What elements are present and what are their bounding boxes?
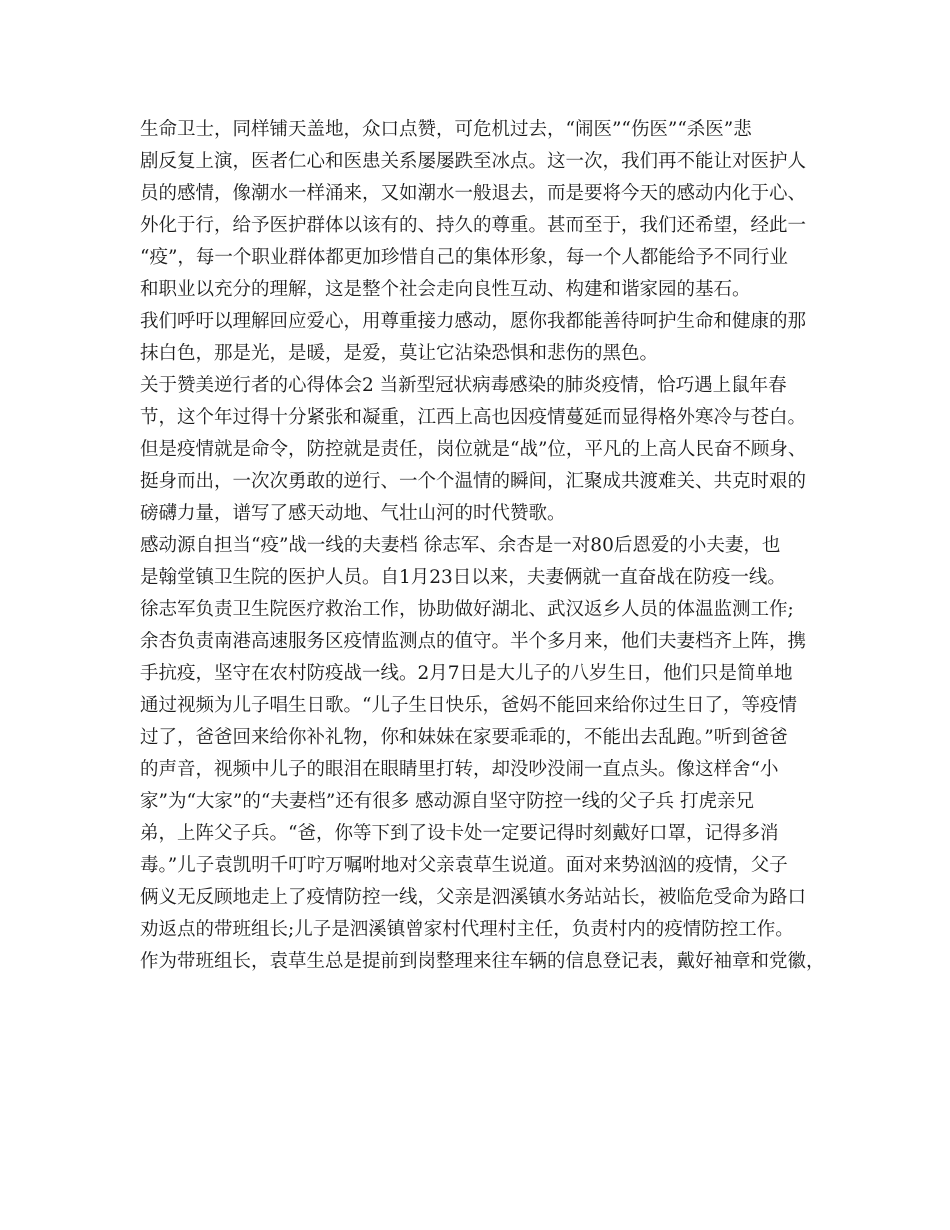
text-line: 我们呼吁以理解回应爱心，用尊重接力感动，愿你我都能善待呵护生命和健康的那	[140, 311, 807, 332]
text-line: 毒。”儿子袁凯明千叮咛万嘱咐地对父亲袁草生说道。面对来势汹汹的疫情，父子	[140, 855, 788, 876]
text-line: 磅礴力量，谱写了感天动地、气壮山河的时代赞歌。	[140, 503, 566, 524]
text-line: 徐志军负责卫生院医疗救治工作，协助做好湖北、武汉返乡人员的体温监测工作;	[140, 599, 794, 620]
text-line: 抹白色，那是光，是暖，是爱，莫让它沾染恐惧和悲伤的黑色。	[140, 343, 659, 364]
text-line: 通过视频为儿子唱生日歌。“儿子生日快乐，爸妈不能回来给你过生日了，等疫情	[140, 695, 797, 716]
text-line: 剧反复上演，医者仁心和医患关系屡屡跌至冰点。这一次，我们再不能让对医护人	[140, 151, 807, 172]
text-line: 过了，爸爸回来给你补礼物，你和妹妹在家要乖乖的，不能出去乱跑。”听到爸爸	[140, 727, 788, 748]
body-text	[140, 114, 830, 978]
text-line: 但是疫情就是命令，防控就是责任，岗位就是“战”位，平凡的上高人民奋不顾身、	[140, 439, 807, 460]
text-line: 节，这个年过得十分紧张和凝重，江西上高也因疫情蔓延而显得格外寒冷与苍白。	[140, 407, 807, 428]
text-line: 外化于行，给予医护群体以该有的、持久的尊重。甚而至于，我们还希望，经此一	[140, 215, 807, 236]
text-line: “疫”，每一个职业群体都更加珍惜自己的集体形象，每一个人都能给予不同行业	[140, 247, 788, 268]
text-line: 余杏负责南港高速服务区疫情监测点的值守。半个多月来，他们夫妻档齐上阵，携	[140, 631, 807, 652]
text-line: 感动源自担当“疫”战一线的夫妻档 徐志军、余杏是一对80后恩爱的小夫妻，也	[140, 535, 781, 556]
text-line: 挺身而出，一次次勇敢的逆行、一个个温情的瞬间，汇聚成共渡难关、共克时艰的	[140, 471, 807, 492]
text-line: 手抗疫，坚守在农村防疫战一线。2月7日是大儿子的八岁生日，他们只是简单地	[140, 663, 793, 684]
text-line: 是翰堂镇卫生院的医护人员。自1月23日以来，夫妻俩就一直奋战在防疫一线。	[140, 567, 786, 588]
text-line: 关于赞美逆行者的心得体会2 当新型冠状病毒感染的肺炎疫情，恰巧遇上鼠年春	[140, 375, 787, 396]
text-line: 生命卫士，同样铺天盖地，众口点赞，可危机过去，“闹医”“伤医”“杀医”悲	[140, 119, 752, 140]
text-line: 员的感情，像潮水一样涌来，又如潮水一般退去，而是要将今天的感动内化于心、	[140, 183, 807, 204]
text-line: 的声音，视频中儿子的眼泪在眼睛里打转，却没吵没闹一直点头。像这样舍“小	[140, 759, 779, 780]
text-line: 俩义无反顾地走上了疫情防控一线，父亲是泗溪镇水务站站长，被临危受命为路口	[140, 887, 807, 908]
text-line: 家”为“大家”的“夫妻档”还有很多 感动源自坚守防控一线的父子兵 打虎亲兄	[140, 791, 755, 812]
text-line: 和职业以充分的理解，这是整个社会走向良性互动、构建和谐家园的基石。	[140, 279, 751, 300]
text-line: 作为带班组长，袁草生总是提前到岗整理来往车辆的信息登记表，戴好袖章和党徽，	[140, 951, 825, 972]
text-line: 劝返点的带班组长;儿子是泗溪镇曾家村代理村主任，负责村内的疫情防控工作。	[140, 919, 794, 940]
text-line: 弟，上阵父子兵。“爸，你等下到了设卡处一定要记得时刻戴好口罩，记得多消	[140, 823, 779, 844]
